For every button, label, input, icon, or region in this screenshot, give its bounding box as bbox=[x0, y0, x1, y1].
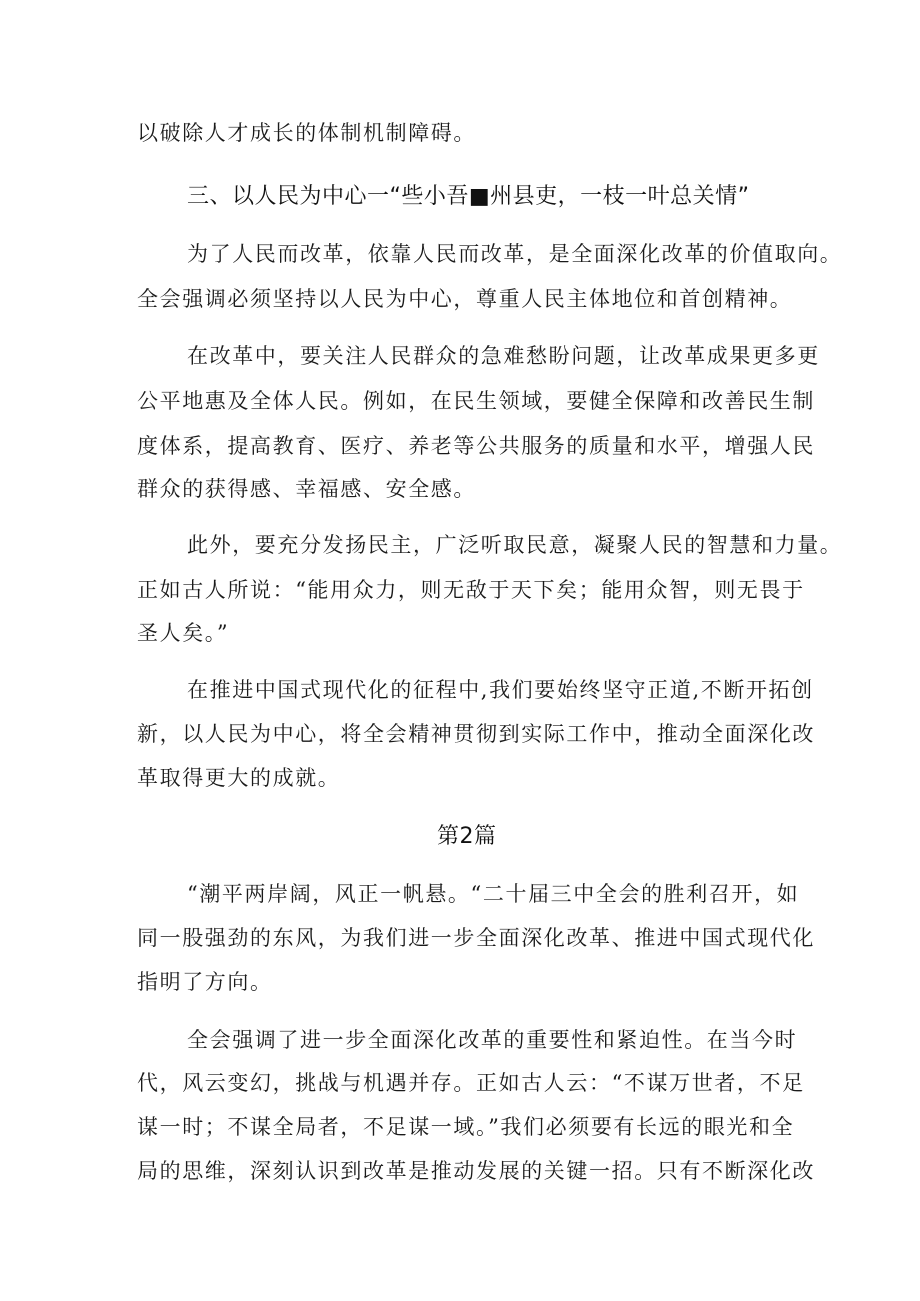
paragraph-line: 群众的获得感、幸福感、安全感。 bbox=[137, 477, 476, 501]
article-heading: 第2篇 bbox=[437, 824, 497, 849]
paragraph-line: 同一股强劲的东风，为我们进一步全面深化改革、推进中国式现代化 bbox=[137, 926, 815, 950]
paragraph-line: 公平地惠及全体人民。例如，在民生领域，要健全保障和改善民生制 bbox=[137, 389, 815, 413]
paragraph-line: 代，风云变幻，挑战与机遇并存。正如古人云：“不谋万世者，不足 bbox=[137, 1071, 805, 1095]
paragraph-line: 局的思维，深刻认识到改革是推动发展的关键一招。只有不断深化改 bbox=[137, 1159, 815, 1183]
paragraph-line: 圣人矣。” bbox=[137, 621, 230, 645]
paragraph-line: 革取得更大的成就。 bbox=[137, 766, 341, 790]
paragraph-line: 以破除人才成长的体制机制障碍。 bbox=[137, 121, 476, 145]
paragraph-line: 正如古人所说：“能用众力，则无敌于天下矣；能用众智，则无畏于 bbox=[137, 578, 805, 602]
paragraph-line: 指明了方向。 bbox=[137, 970, 273, 994]
paragraph-line: 在改革中，要关注人民群众的急难愁盼问题，让改革成果更多更 bbox=[187, 344, 820, 368]
paragraph-line: 新，以人民为中心，将全会精神贯彻到实际工作中，推动全面深化改 bbox=[137, 722, 815, 746]
paragraph-line: 全会强调了进一步全面深化改革的重要性和紧迫性。在当今时 bbox=[187, 1028, 798, 1052]
paragraph-line: 全会强调必须坚持以人民为中心，尊重人民主体地位和首创精神。 bbox=[137, 287, 793, 311]
paragraph-line: “潮平两岸阔，风正一帆悬。“二十届三中全会的胜利召开，如 bbox=[187, 882, 800, 906]
paragraph-line: 在推进中国式现代化的征程中,我们要始终坚守正道,不断开拓创 bbox=[187, 678, 814, 702]
paragraph-line: 为了人民而改革，依靠人民而改革，是全面深化改革的价值取向。 bbox=[187, 242, 843, 266]
paragraph-line: 度体系，提高教育、医疗、养老等公共服务的质量和水平，增强人民 bbox=[137, 434, 815, 458]
paragraph-line: 谋一时；不谋全局者，不足谋一域。”我们必须要有长远的眼光和全 bbox=[137, 1115, 795, 1139]
section-heading: 三、以人民为中心一“些小吾■州县吏，一枝一叶总关情” bbox=[187, 184, 750, 209]
paragraph-line: 此外，要充分发扬民主，广泛听取民意，凝聚人民的智慧和力量。 bbox=[187, 533, 843, 557]
